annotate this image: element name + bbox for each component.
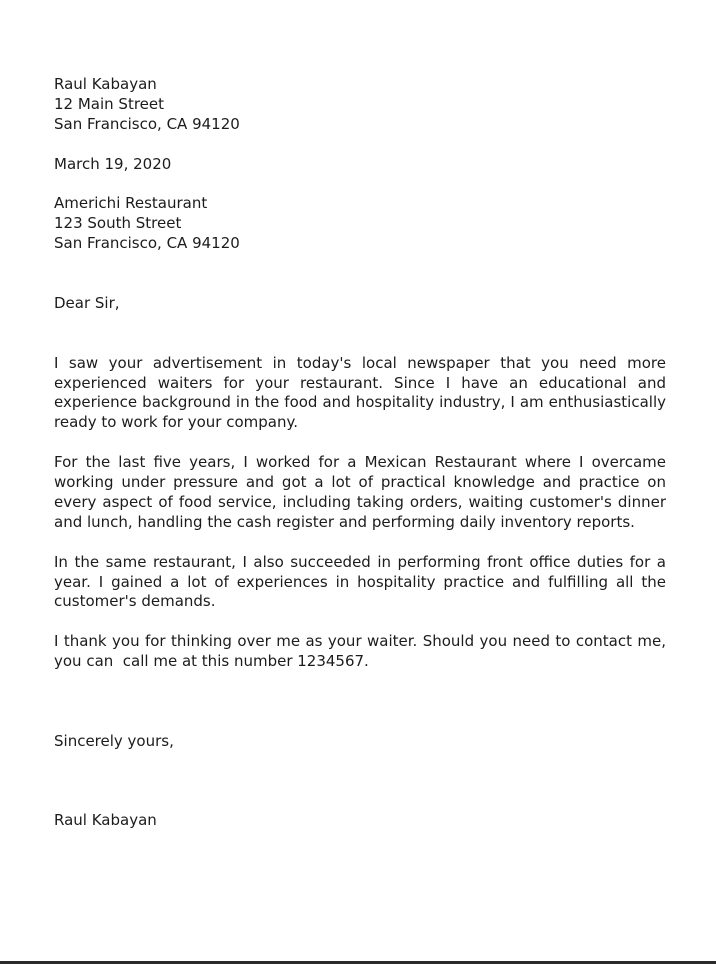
letter-date: March 19, 2020 — [54, 154, 172, 173]
sender-city: San Francisco, CA 94120 — [54, 114, 240, 133]
sender-address — [54, 75, 666, 135]
body-paragraph-4: I thank you for thinking over me as your waiter. Should you need to contact me, you can call me at this number 1234567. — [54, 632, 671, 671]
signature-block — [54, 811, 666, 831]
salutation: Dear Sir, — [54, 293, 120, 312]
sender-name: Raul Kabayan — [54, 75, 157, 93]
letter-body — [54, 353, 671, 672]
sender-street: 12 Main Street — [54, 94, 165, 113]
body-paragraph-3: In the same restaurant, I also succeeded in performing front office duties for a year. I gained a lot of experiences in hospitality practice and fulfilling all the customer's demands. — [54, 552, 666, 611]
closing-block — [54, 732, 666, 752]
recipient-city: San Francisco, CA 94120 — [54, 234, 240, 253]
letter-date-block — [54, 155, 666, 175]
recipient-name: Americhi Restaurant — [54, 194, 208, 213]
recipient-street: 123 South Street — [54, 214, 182, 233]
recipient-address — [54, 194, 666, 254]
cover-letter — [54, 75, 671, 831]
body-paragraph-2: For the last five years, I worked for a Mexican Restaurant where I overcame working under pressure and got a lot of practical knowledge and practice on every aspect of food service, including taking orders, waiting customer's dinner and lunch, handling the cash register and performing daily inventory reports. — [54, 453, 666, 531]
closing: Sincerely yours, — [54, 731, 174, 750]
body-paragraph-1: I saw your advertisement in today's local newspaper that you need more experienced waiters for your restaurant. Since I have an educational and experience background in the food and hospitality industry, I am enthusiastically ready to work for your company. — [54, 353, 666, 432]
signature-name: Raul Kabayan — [54, 811, 157, 830]
salutation-block — [54, 294, 666, 314]
